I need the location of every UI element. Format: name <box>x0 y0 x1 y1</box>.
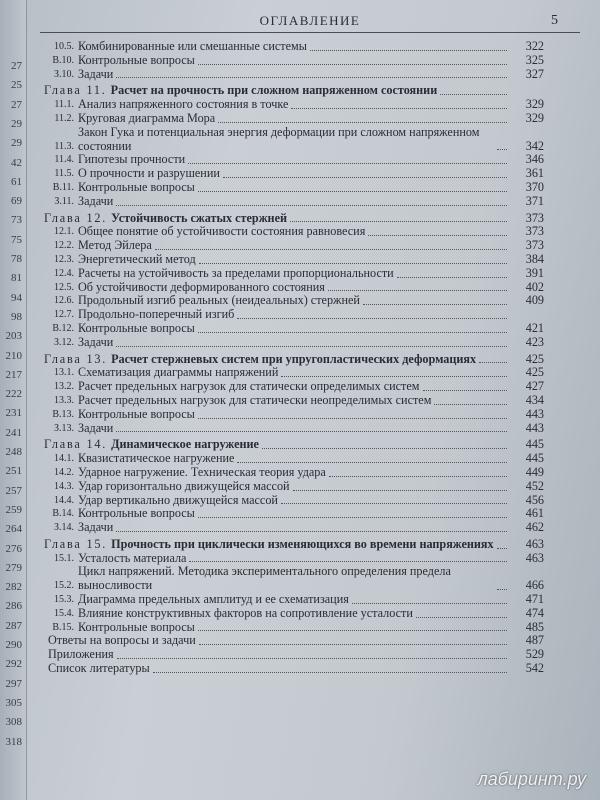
toc-entry-title: Удар вертикально движущейся массой <box>78 492 278 507</box>
toc-entry <box>44 366 544 380</box>
toc-page-number: 487 <box>525 633 544 648</box>
dot-leader <box>116 346 507 347</box>
toc-entry-number: 15.2. <box>54 580 74 592</box>
adjacent-page-number: 297 <box>5 677 22 690</box>
toc-page-number: 445 <box>525 451 544 466</box>
adjacent-page-number: 25 <box>11 79 22 92</box>
toc-entry-number: 11.4. <box>54 154 74 166</box>
chapter-label: Глава 12. <box>44 210 108 225</box>
adjacent-page-number: 217 <box>5 368 22 381</box>
toc-page-number: 425 <box>525 365 544 380</box>
dot-leader <box>434 404 507 405</box>
toc-entry-title: О прочности и разрушении <box>78 166 220 181</box>
toc-entry <box>44 294 544 308</box>
dot-leader <box>223 177 507 178</box>
toc-entry-title: Контрольные вопросы <box>78 179 195 194</box>
adjacent-page-number: 222 <box>5 388 22 401</box>
adjacent-page-number: 203 <box>5 330 22 343</box>
adjacent-page-number: 257 <box>5 484 22 497</box>
adjacent-page-number: 305 <box>5 696 22 709</box>
adjacent-page-number: 248 <box>5 446 22 458</box>
dot-leader <box>116 77 507 78</box>
toc-page-number: 361 <box>525 166 544 181</box>
toc-entry-number: 14.1. <box>54 453 74 465</box>
adjacent-page-number: 27 <box>11 60 22 72</box>
toc-entry-title: Комбинированные или смешанные системы <box>78 39 307 53</box>
toc-entry-number: 11.3. <box>54 140 74 152</box>
toc-entry <box>44 167 544 181</box>
chapter-label: Глава 11. <box>44 83 107 98</box>
toc-entry-number: 11.5. <box>54 168 74 180</box>
toc-entry-title: Об устойчивости деформированного состояния <box>78 279 325 294</box>
adjacent-page-number: 210 <box>5 349 22 362</box>
dot-leader <box>281 376 507 377</box>
dot-leader <box>281 503 507 504</box>
chapter-title: Расчет на прочность при сложном напряженном состоянии <box>110 83 438 98</box>
toc-entry-title: Общее понятие об устойчивости состояния равновесия <box>78 224 366 239</box>
toc-entry-title: Задачи <box>78 334 114 349</box>
toc-entry-number: 12.6. <box>54 295 74 307</box>
dot-leader <box>198 64 507 65</box>
toc-page-number: 474 <box>525 605 544 620</box>
dot-leader <box>291 108 507 109</box>
toc-entry-number: З.12. <box>53 336 74 348</box>
toc-entry <box>44 662 544 676</box>
toc-entry-title: Задачи <box>78 66 114 81</box>
adjacent-page-number: 29 <box>11 117 22 130</box>
toc-entry <box>44 281 544 295</box>
toc-entry-number: 13.3. <box>54 394 74 406</box>
previous-page-edge <box>0 0 27 800</box>
toc-page-number: 342 <box>525 138 544 153</box>
toc-page-number: 461 <box>525 506 544 521</box>
chapter-title: Прочность при циклически изменяющихся во времени напряжениях <box>111 536 494 551</box>
toc-entry <box>44 322 544 336</box>
adjacent-page-number: 287 <box>5 619 22 632</box>
toc-entry <box>44 54 544 68</box>
adjacent-page-number: 259 <box>5 503 22 516</box>
toc-page-number: 456 <box>525 492 544 507</box>
toc-page-number: 542 <box>525 661 544 676</box>
toc-page-number: 325 <box>525 52 544 67</box>
adjacent-page-number: 279 <box>5 561 22 574</box>
toc-page-number: 443 <box>525 420 544 435</box>
toc-entry-title: Контрольные вопросы <box>78 506 195 521</box>
toc-entry-number: 15.1. <box>54 552 74 564</box>
adjacent-page-number: 292 <box>5 658 22 671</box>
dot-leader <box>423 390 508 391</box>
toc-entry-number: З.11. <box>54 195 74 207</box>
toc-entry <box>44 452 544 466</box>
dot-leader <box>329 476 507 477</box>
toc-page-number: 409 <box>525 293 544 308</box>
toc-page-number: 443 <box>525 406 544 421</box>
toc-page-number: 485 <box>525 619 544 634</box>
toc-entry-title: Квазистатическое нагружение <box>78 451 235 466</box>
dot-leader <box>188 163 507 164</box>
dot-leader <box>198 332 507 333</box>
toc-page-number: 463 <box>525 550 544 565</box>
toc-entry-number: В.12. <box>52 322 74 334</box>
toc-entry <box>44 648 544 662</box>
toc-page-number: 449 <box>525 464 544 479</box>
toc-entry-title: Контрольные вопросы <box>78 320 195 335</box>
adjacent-page-number: 318 <box>5 735 22 748</box>
toc-entry <box>44 239 544 253</box>
toc-entry-title: Закон Гука и потенциальная энергия деформации при сложном напряженном состоянии <box>78 124 480 153</box>
chapter-label: Глава 13. <box>44 351 108 366</box>
toc-entry-title: Диаграмма предельных амплитуд и ее схематизация <box>78 592 349 607</box>
adjacent-page-number: 290 <box>5 639 22 651</box>
dot-leader <box>189 561 507 562</box>
toc-entry-title: Задачи <box>78 193 114 208</box>
toc-entry-number: 15.4. <box>54 607 74 619</box>
toc-entry <box>44 267 544 281</box>
dot-leader <box>479 362 507 363</box>
toc-entry-title: Ударное нагружение. Техническая теория удара <box>78 464 326 479</box>
chapter-title: Устойчивость сжатых стержней <box>111 210 288 225</box>
toc-entry-number: В.11. <box>52 181 74 193</box>
toc-page-number: 421 <box>525 320 544 335</box>
toc-entry <box>44 253 544 267</box>
dot-leader <box>198 630 507 631</box>
toc-page-number: 462 <box>525 520 544 535</box>
dot-leader <box>497 589 507 590</box>
toc-entry-number: 10.5. <box>54 41 74 52</box>
table-of-contents <box>44 40 544 676</box>
toc-entry-number: 12.1. <box>54 226 74 238</box>
dot-leader <box>198 191 507 192</box>
dot-leader <box>416 617 507 618</box>
toc-page-number: 373 <box>525 238 544 253</box>
toc-page-number: 373 <box>525 210 544 225</box>
chapter-label: Глава 15. <box>44 536 108 551</box>
dot-leader <box>237 462 507 463</box>
adjacent-page-number: 231 <box>5 407 22 420</box>
toc-entry-number: 13.1. <box>54 367 74 379</box>
toc-entry <box>44 112 544 126</box>
toc-entry-number: 12.5. <box>54 281 74 293</box>
toc-entry-title: Расчет предельных нагрузок для статически определимых систем <box>78 379 420 394</box>
toc-entry-title: Гипотезы прочности <box>78 152 186 167</box>
toc-page-number: 463 <box>525 536 544 551</box>
adjacent-page-number: 251 <box>5 465 22 478</box>
dot-leader <box>117 658 507 659</box>
toc-chapter <box>44 81 544 98</box>
adjacent-page-number: 94 <box>11 291 22 304</box>
adjacent-page-number: 282 <box>5 581 22 594</box>
toc-page-number: 427 <box>525 379 544 394</box>
toc-entry <box>44 68 544 82</box>
toc-page-number: 466 <box>525 578 544 593</box>
toc-page-number: 322 <box>525 39 544 53</box>
toc-entry-title: Энергетический метод <box>78 251 196 266</box>
toc-entry-title: Расчеты на устойчивость за пределами пропорциональности <box>78 265 394 280</box>
adjacent-page-number: 264 <box>5 523 22 536</box>
toc-entry <box>44 225 544 239</box>
watermark: лабиринт.ру <box>477 769 586 789</box>
toc-entry-number: В.10. <box>52 54 74 66</box>
toc-entry <box>44 380 544 394</box>
toc-page-number: 384 <box>525 251 544 266</box>
toc-entry-title: Список литературы <box>48 661 150 676</box>
toc-entry-number: 12.2. <box>54 240 74 252</box>
dot-leader <box>328 290 507 291</box>
toc-entry-title: Контрольные вопросы <box>78 52 195 67</box>
toc-chapter <box>44 435 544 452</box>
adjacent-page-number: 98 <box>11 310 22 323</box>
toc-entry <box>44 336 544 350</box>
toc-entry-title: Круговая диаграмма Мора <box>78 110 216 125</box>
toc-page-number: 346 <box>525 152 544 167</box>
page-title: ОГЛАВЛЕНИЕ <box>259 13 361 28</box>
toc-entry-number: 12.3. <box>54 253 74 265</box>
toc-entry-title: Продольно-поперечный изгиб <box>78 307 235 322</box>
dot-leader <box>290 221 507 222</box>
adjacent-page-number: 27 <box>11 98 22 111</box>
toc-entry <box>44 40 544 54</box>
toc-entry-title: Усталость материала <box>78 550 187 565</box>
adjacent-page-number: 75 <box>11 233 22 246</box>
dot-leader <box>198 418 507 419</box>
chapter-title: Расчет стержневых систем при упругопластических деформациях <box>111 351 477 366</box>
toc-entry-title: Удар горизонтально движущейся массой <box>78 478 290 493</box>
dot-leader <box>116 205 507 206</box>
toc-entry <box>44 552 544 566</box>
toc-entry-number: 11.1. <box>54 99 74 111</box>
toc-entry <box>44 593 544 607</box>
toc-entry-number: В.15. <box>52 621 74 633</box>
dot-leader <box>497 548 507 549</box>
toc-page-number: 391 <box>525 265 544 280</box>
toc-entry <box>44 565 544 593</box>
toc-entry <box>44 494 544 508</box>
toc-entry-number: 14.4. <box>54 494 74 506</box>
dot-leader <box>440 94 507 95</box>
toc-entry <box>44 634 544 648</box>
toc-entry <box>44 521 544 535</box>
toc-entry-title: Приложения <box>48 647 114 662</box>
dot-leader <box>397 277 507 278</box>
toc-entry <box>44 153 544 167</box>
toc-entry <box>44 394 544 408</box>
toc-chapter <box>44 350 544 367</box>
dot-leader <box>199 263 507 264</box>
toc-entry <box>44 195 544 209</box>
toc-entry-number: З.10. <box>53 68 74 80</box>
toc-entry-number: З.13. <box>53 422 74 434</box>
adjacent-page-number: 241 <box>5 426 22 439</box>
toc-page-number: 529 <box>525 647 544 662</box>
adjacent-page-number: 42 <box>11 156 22 169</box>
toc-page-number: 423 <box>525 334 544 349</box>
toc-entry-number: З.14. <box>53 522 74 534</box>
toc-page-number: 329 <box>525 97 544 112</box>
dot-leader <box>198 517 507 518</box>
toc-page-number: 371 <box>525 193 544 208</box>
toc-entry-title: Схематизация диаграммы напряжений <box>78 365 279 380</box>
toc-entry-title: Цикл напряжений. Методика экспериментального определения предела выносливости <box>78 564 451 593</box>
toc-entry <box>44 621 544 635</box>
toc-entry-title: Контрольные вопросы <box>78 406 195 421</box>
toc-entry <box>44 126 544 154</box>
toc-page-number: 452 <box>525 478 544 493</box>
dot-leader <box>199 644 507 645</box>
adjacent-page-number: 286 <box>5 600 22 613</box>
toc-entry-number: 14.2. <box>54 466 74 478</box>
adjacent-page-number: 73 <box>11 214 22 227</box>
toc-page-number: 434 <box>525 392 544 407</box>
toc-entry-number: 11.2. <box>54 112 74 124</box>
toc-entry-number: 12.7. <box>54 309 74 321</box>
toc-entry-title: Анализ напряженного состояния в точке <box>78 97 289 112</box>
toc-entry-title: Продольный изгиб реальных (неидеальных) стержней <box>78 293 360 308</box>
dot-leader <box>368 235 507 236</box>
toc-entry-title: Влияние конструктивных факторов на сопротивление усталости <box>78 605 413 620</box>
toc-entry-number: В.14. <box>52 508 74 520</box>
dot-leader <box>497 149 507 150</box>
page-header <box>40 12 580 33</box>
toc-entry <box>44 422 544 436</box>
toc-entry <box>44 507 544 521</box>
adjacent-page-number: 61 <box>11 175 22 188</box>
toc-entry-number: 14.3. <box>54 480 74 492</box>
toc-entry <box>44 181 544 195</box>
adjacent-page-number: 276 <box>5 542 22 555</box>
chapter-label: Глава 14. <box>44 437 108 452</box>
toc-entry <box>44 480 544 494</box>
toc-entry-title: Метод Эйлера <box>78 238 152 253</box>
toc-entry <box>44 466 544 480</box>
toc-page-number: 471 <box>525 592 544 607</box>
toc-chapter <box>44 535 544 552</box>
dot-leader <box>116 431 507 432</box>
adjacent-page-number: 308 <box>5 716 22 729</box>
dot-leader <box>310 50 507 51</box>
toc-page-number: 445 <box>525 437 544 452</box>
toc-entry-number: 15.3. <box>54 594 74 606</box>
dot-leader <box>293 490 507 491</box>
dot-leader <box>218 122 507 123</box>
toc-entry-number: 12.4. <box>54 267 74 279</box>
chapter-title: Динамическое нагружение <box>111 437 259 452</box>
dot-leader <box>153 672 507 673</box>
dot-leader <box>237 318 507 319</box>
dot-leader <box>116 531 507 532</box>
adjacent-page-number: 78 <box>11 253 22 265</box>
adjacent-page-number: 69 <box>11 195 22 208</box>
toc-entry <box>44 607 544 621</box>
toc-entry <box>44 308 544 322</box>
toc-page-number: 370 <box>525 179 544 194</box>
toc-entry-title: Задачи <box>78 520 114 535</box>
dot-leader <box>363 304 507 305</box>
toc-entry-number: В.13. <box>52 408 74 420</box>
toc-entry-number: 13.2. <box>54 381 74 393</box>
adjacent-page-number: 29 <box>11 137 22 150</box>
toc-page-number: 327 <box>525 66 544 81</box>
toc-page-number: 373 <box>525 224 544 239</box>
toc-entry <box>44 98 544 112</box>
toc-entry-title: Расчет предельных нагрузок для статически неопределимых систем <box>78 392 432 407</box>
toc-page-number: 329 <box>525 110 544 125</box>
toc-entry-title: Задачи <box>78 420 114 435</box>
toc-page-number: 402 <box>525 279 544 294</box>
dot-leader <box>155 249 507 250</box>
toc-chapter <box>44 209 544 226</box>
toc-entry <box>44 408 544 422</box>
adjacent-page-number: 81 <box>11 272 22 285</box>
toc-entry-title: Ответы на вопросы и задачи <box>48 633 196 648</box>
dot-leader <box>262 448 507 449</box>
dot-leader <box>352 603 507 604</box>
page-number: 5 <box>551 13 558 28</box>
toc-page-number: 425 <box>525 351 544 366</box>
toc-entry-title: Контрольные вопросы <box>78 619 195 634</box>
